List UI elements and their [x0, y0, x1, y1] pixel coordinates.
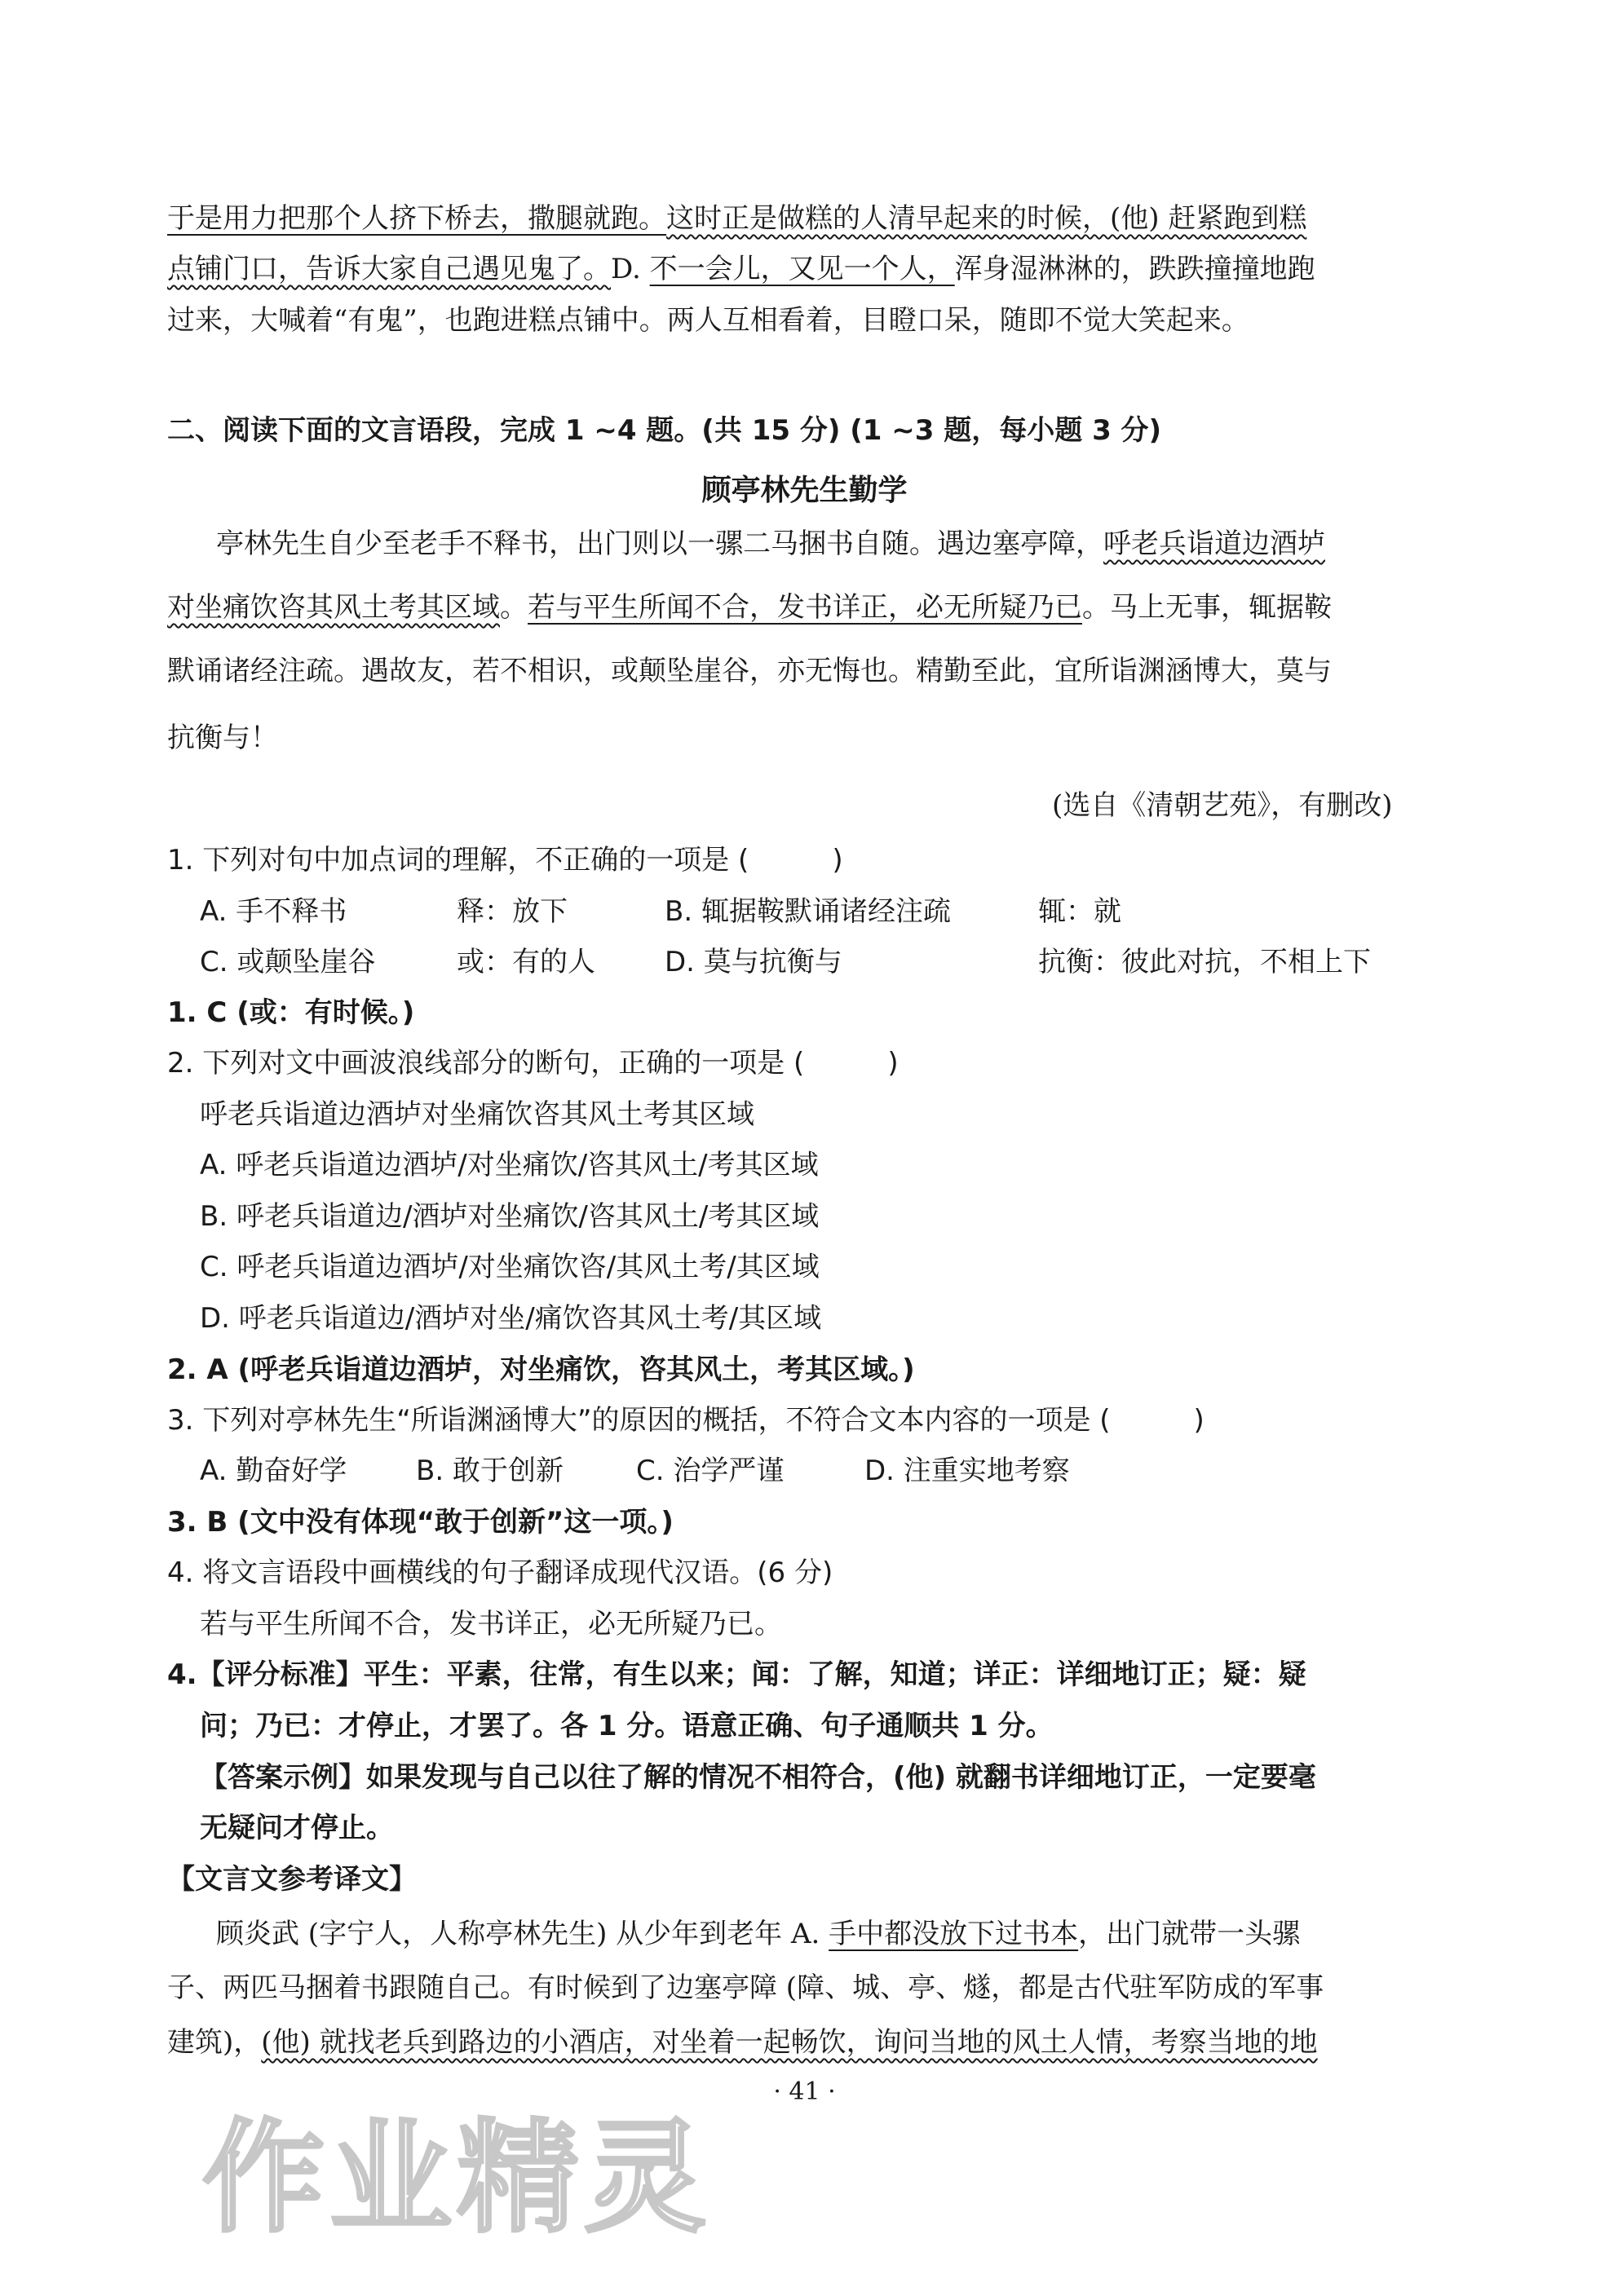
underlined-text: 若与平生所闻不合，发书详正，必无所疑乃已 — [528, 591, 1082, 624]
wavy-underlined-text: 点铺门口，告诉大家自己遇见鬼了。 — [167, 253, 611, 285]
top-para-line-3: 过来，大喊着“有鬼”，也跑进糕点铺中。两人互相看着，目瞪口呆，随即不觉大笑起来。 — [167, 304, 1249, 337]
text-span: ，出门就带一头骡 — [1078, 1918, 1301, 1950]
wavy-underlined-text: 这时正是做糕的人清早起来的时候，(他) 赶紧跑到糕 — [666, 202, 1307, 235]
q1-option-b-explain: 辄：就 — [1038, 895, 1121, 928]
q2-option-d: D. 呼老兵诣道边/酒垆对坐/痛饮咨其风土考/其区域 — [200, 1302, 822, 1335]
top-para-line-2 — [167, 253, 1315, 285]
page-number: · 41 · — [773, 2077, 836, 2106]
q2-option-a: A. 呼老兵诣道边酒垆/对坐痛饮/咨其风土/考其区域 — [200, 1149, 819, 1181]
wavy-underlined-text: (他) 就找老兵到路边的小酒店，对坐着一起畅饮，询问当地的风土人情，考察当地的地 — [261, 2026, 1318, 2059]
q1-option-a-explain: 释：放下 — [457, 895, 568, 928]
text-span: 建筑)， — [167, 2026, 262, 2059]
q4-example-line-2: 无疑问才停止。 — [200, 1812, 394, 1844]
passage-line-1 — [216, 528, 1325, 560]
underlined-text: 手中都没放下过书本 — [829, 1918, 1079, 1950]
q3-answer: 3. B (文中没有体现“敢于创新”这一项。) — [167, 1506, 674, 1539]
passage-line-3: 默诵诸经注疏。遇故友，若不相识，或颠坠崖谷，亦无悔也。精勤至此，宜所诣渊涵博大，莫与 — [167, 655, 1332, 687]
source-note: (选自《清朝艺苑》，有删改) — [1052, 789, 1393, 822]
q3-option-a: A. 勤奋好学 — [200, 1455, 347, 1487]
top-para-line-1 — [167, 202, 1306, 235]
wavy-underlined-text: 呼老兵诣道边酒垆 — [1103, 528, 1325, 560]
text-span: 顾炎武 (字宁人，人称亭林先生) 从少年到老年 A. — [216, 1918, 829, 1950]
q2-answer: 2. A (呼老兵诣道边酒垆，对坐痛饮，咨其风土，考其区域。) — [167, 1353, 915, 1386]
underlined-text: 于是用力把那个人挤下桥去，撒腿就跑。 — [167, 202, 666, 235]
q1-option-b: B. 辄据鞍默诵诸经注疏 — [665, 895, 951, 928]
translation-line-2: 子、两匹马捆着书跟随自己。有时候到了边塞亭障 (障、城、亭、燧，都是古代驻军防成的军事 — [167, 1971, 1324, 2004]
text-span: 。 — [500, 591, 528, 624]
text-span: 亭林先生自少至老手不释书，出门则以一骡二马捆书自随。遇边塞亭障， — [216, 528, 1103, 560]
q1-option-c-explain: 或：有的人 — [457, 946, 595, 978]
q2-option-b: B. 呼老兵诣道边/酒垆对坐痛饮/咨其风土/考其区域 — [200, 1200, 820, 1233]
passage-title: 顾亭林先生勤学 — [701, 474, 908, 507]
passage-line-2 — [167, 591, 1332, 624]
option-marker: D. — [611, 253, 650, 285]
underlined-text: 不一会儿，又见一个人， — [649, 253, 955, 285]
q3-option-b: B. 敢于创新 — [416, 1455, 564, 1487]
q4-answer-line-1: 4.【评分标准】平生：平素，往常，有生以来；闻：了解，知道；详正：详细地订正；疑：疑 — [167, 1658, 1306, 1691]
q1-option-a: A. 手不释书 — [200, 895, 347, 928]
q1-option-d-explain: 抗衡：彼此对抗，不相上下 — [1038, 946, 1371, 978]
translation-line-3 — [167, 2026, 1318, 2059]
q2-sentence: 呼老兵诣道边酒垆对坐痛饮咨其风土考其区域 — [200, 1098, 754, 1131]
passage-line-4: 抗衡与！ — [167, 722, 278, 754]
q2-stem: 2. 下列对文中画波浪线部分的断句，正确的一项是 ( ) — [167, 1047, 899, 1080]
text-span: 浑身湿淋淋的，跌跌撞撞地跑 — [954, 253, 1315, 285]
q3-option-d: D. 注重实地考察 — [864, 1455, 1070, 1487]
q4-example-line-1: 【答案示例】如果发现与自己以往了解的情况不相符合，(他) 就翻书详细地订正，一定要毫 — [200, 1761, 1316, 1794]
q3-option-c: C. 治学严谨 — [636, 1455, 785, 1487]
q4-stem: 4. 将文言语段中画横线的句子翻译成现代汉语。(6 分) — [167, 1556, 833, 1589]
q4-sentence: 若与平生所闻不合，发书详正，必无所疑乃已。 — [200, 1608, 782, 1640]
q3-stem: 3. 下列对亭林先生“所诣渊涵博大”的原因的概括，不符合文本内容的一项是 ( ) — [167, 1404, 1205, 1437]
q1-option-d: D. 莫与抗衡与 — [665, 946, 842, 978]
q1-option-c: C. 或颠坠崖谷 — [200, 946, 376, 978]
translation-line-1 — [216, 1918, 1300, 1950]
translation-heading: 【文言文参考译文】 — [167, 1863, 417, 1896]
wavy-underlined-text: 对坐痛饮咨其风土考其区域 — [167, 591, 500, 624]
watermark-logo: 作业精灵 — [202, 2108, 712, 2250]
text-span: 。马上无事，辄据鞍 — [1082, 591, 1332, 624]
section-heading: 二、阅读下面的文言语段，完成 1 ~4 题。(共 15 分) (1 ~3 题，每小题 3 分) — [167, 414, 1162, 447]
q2-option-c: C. 呼老兵诣道边酒垆/对坐痛饮咨/其风土考/其区域 — [200, 1251, 820, 1283]
q1-answer: 1. C (或：有时候。) — [167, 996, 415, 1029]
q1-stem: 1. 下列对句中加点词的理解，不正确的一项是 ( ) — [167, 844, 843, 876]
q4-answer-line-2: 问；乃已：才停止，才罢了。各 1 分。语意正确、句子通顺共 1 分。 — [200, 1710, 1054, 1742]
